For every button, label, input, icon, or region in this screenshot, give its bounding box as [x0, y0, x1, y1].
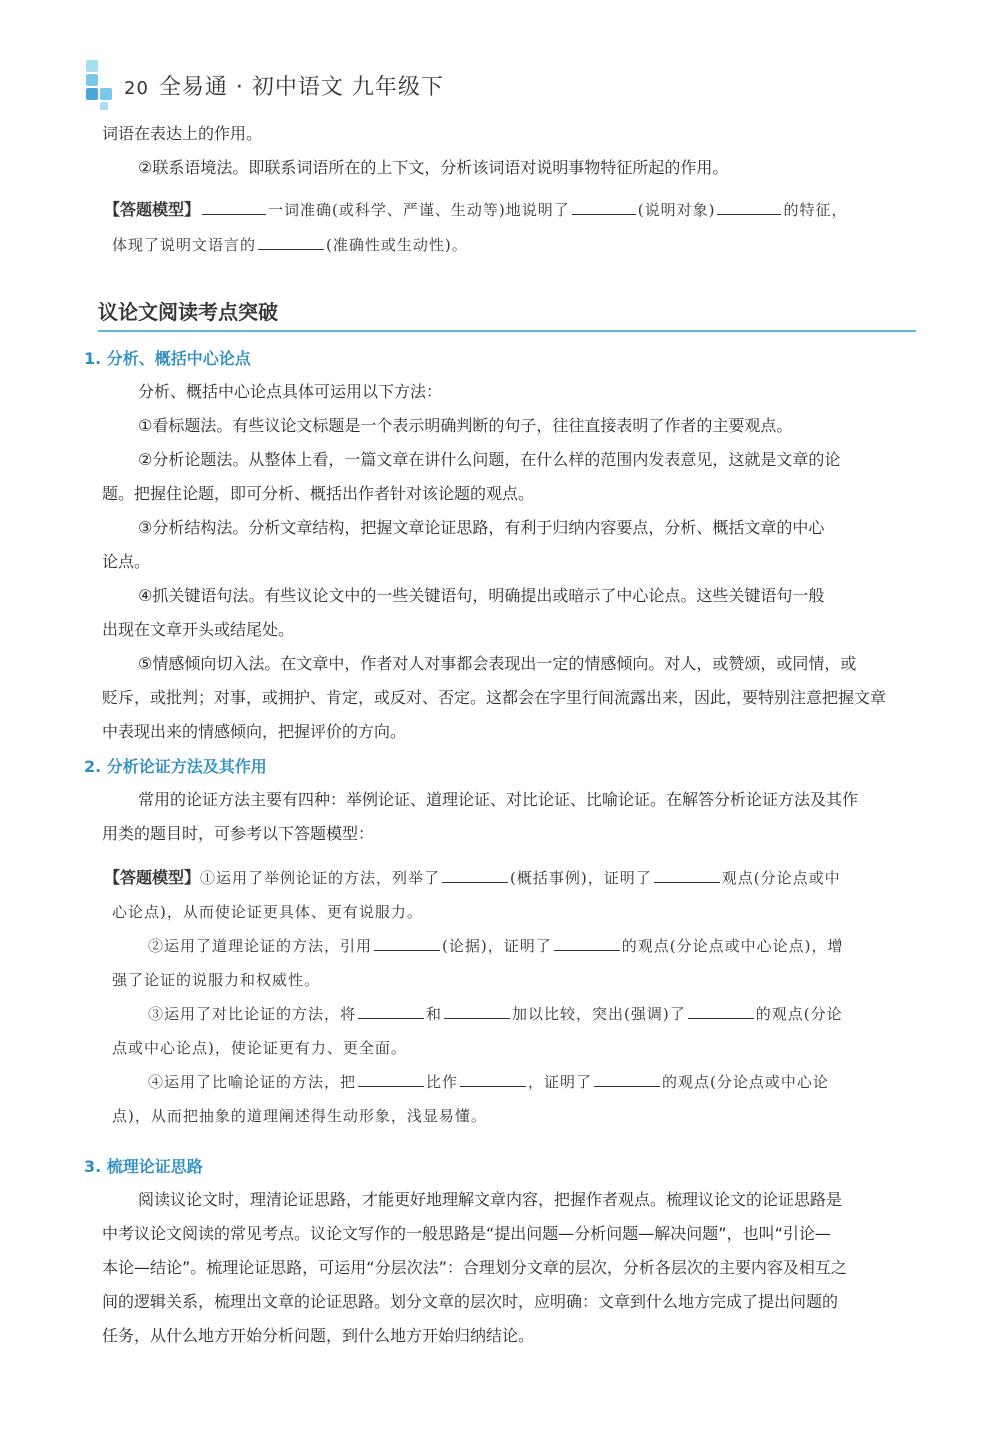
subsection-heading: 2. 分析论证方法及其作用	[84, 757, 267, 776]
model-text: 点或中心论点)，使论证更有力、更全面。	[112, 1039, 407, 1057]
answer-model	[104, 866, 841, 890]
model-text: ④运用了比喻论证的方法，把	[148, 1073, 357, 1091]
book-title: 全易通 · 初中语文 九年级下	[158, 75, 444, 100]
intro-line: ②联系语境法。即联系词语所在的上下文，分析该词语对说明事物特征所起的作用。	[138, 158, 729, 177]
logo-square	[100, 102, 108, 110]
body-line: 本论—结论”。梳理论证思路，可运用“分层次法”：合理划分文章的层次，分析各层次的主要内容及相互之	[102, 1258, 847, 1277]
model-text: 的观点(分论点或中心论点)，增	[621, 937, 844, 955]
answer-blank[interactable]	[358, 1070, 424, 1087]
answer-model	[104, 198, 847, 222]
logo-square	[100, 88, 112, 100]
model-text: (论据)，证明了	[442, 937, 552, 955]
answer-blank[interactable]	[358, 1002, 424, 1019]
logo-square	[86, 88, 98, 100]
model-text: (说明对象)	[637, 201, 716, 219]
model-text: (概括事例)，证明了	[510, 869, 652, 887]
model-text: 的观点(分论点或中心论	[662, 1073, 829, 1091]
answer-blank[interactable]	[688, 1002, 754, 1019]
answer-blank[interactable]	[460, 1070, 526, 1087]
body-line: 用类的题目时，可参考以下答题模型：	[102, 824, 375, 843]
body-line: 阅读议论文时，理清论证思路，才能更好地理解文章内容，把握作者观点。梳理议论文的论证思路是	[138, 1190, 843, 1209]
answer-model-line	[148, 1070, 829, 1094]
model-text: 的观点(分论	[755, 1005, 843, 1023]
logo-square	[86, 74, 98, 86]
body-line: 贬斥，或批判；对事，或拥护、肯定，或反对、否定。这都会在字里行间流露出来，因此，要特别注意把握文章	[102, 688, 887, 707]
body-line: 中考议论文阅读的常见考点。议论文写作的一般思路是“提出问题—分析问题—解决问题”，也叫“引论—	[102, 1224, 831, 1243]
model-text: 比作	[426, 1073, 459, 1091]
model-text: 一词准确(或科学、严谨、生动等)地说明了	[268, 201, 570, 219]
model-text: ①运用了举例论证的方法，列举了	[200, 869, 441, 887]
body-line: 题。把握住论题，即可分析、概括出作者针对该论题的观点。	[102, 484, 535, 503]
answer-blank[interactable]	[374, 934, 440, 951]
subsection-heading: 1. 分析、概括中心论点	[84, 349, 251, 368]
body-line: 任务，从什么地方开始分析问题，到什么地方开始归纳结论。	[102, 1326, 535, 1345]
answer-blank[interactable]	[444, 1002, 510, 1019]
model-text: ②运用了道理论证的方法，引用	[148, 937, 373, 955]
answer-blank[interactable]	[572, 198, 636, 215]
body-line: 分析、概括中心论点具体可运用以下方法：	[138, 382, 443, 401]
answer-model-line	[148, 934, 843, 958]
model-text: 心论点)，从而使论证更具体、更有说服力。	[112, 903, 423, 921]
body-line: 常用的论证方法主要有四种：举例论证、道理论证、对比论证、比喻论证。在解答分析论证方法及其作	[138, 790, 859, 809]
model-text: (准确性或生动性)。	[326, 236, 468, 254]
answer-blank[interactable]	[554, 934, 620, 951]
body-line: ②分析论题法。从整体上看，一篇文章在讲什么问题，在什么样的范围内发表意见，这就是文章的论	[138, 450, 841, 469]
page-header	[124, 70, 444, 101]
intro-line: 词语在表达上的作用。	[102, 124, 263, 143]
model-text: 和	[426, 1005, 443, 1023]
model-tag: 【答题模型】	[104, 200, 201, 219]
model-text: 点)，从而把抽象的道理阐述得生动形象，浅显易懂。	[112, 1107, 487, 1125]
logo-squares	[86, 60, 126, 112]
body-line: ⑤情感倾向切入法。在文章中，作者对人对事都会表现出一定的情感倾向。对人，或赞颂，或同情，或	[138, 654, 857, 673]
answer-blank[interactable]	[654, 866, 720, 883]
subsection-heading: 3. 梳理论证思路	[84, 1157, 203, 1176]
answer-model-line	[112, 233, 468, 257]
model-text: 强了论证的说服力和权威性。	[112, 971, 321, 989]
model-tag: 【答题模型】	[104, 868, 201, 887]
body-line: 论点。	[102, 552, 151, 571]
model-text: 加以比较，突出(强调)了	[512, 1005, 686, 1023]
model-text: 观点(分论点或中	[721, 869, 841, 887]
answer-blank[interactable]	[442, 866, 508, 883]
answer-blank[interactable]	[594, 1070, 660, 1087]
body-line: ③分析结构法。分析文章结构，把握文章论证思路，有利于归纳内容要点，分析、概括文章的中心	[138, 518, 825, 537]
model-text: ③运用了对比论证的方法，将	[148, 1005, 357, 1023]
answer-blank[interactable]	[202, 198, 266, 215]
body-line: 间的逻辑关系，梳理出文章的论证思路。划分文章的层次时，应明确：文章到什么地方完成了提出问题的	[102, 1292, 839, 1311]
body-line: ①看标题法。有些议论文标题是一个表示明确判断的句子，往往直接表明了作者的主要观点。	[138, 416, 793, 435]
answer-blank[interactable]	[258, 233, 324, 250]
section-title: 议论文阅读考点突破	[98, 300, 278, 324]
model-text: 体现了说明文语言的	[112, 236, 257, 254]
body-line: 出现在文章开头或结尾处。	[102, 620, 295, 639]
model-text: 的特征，	[783, 201, 848, 219]
model-text: ，证明了	[528, 1073, 593, 1091]
body-line: 中表现出来的情感倾向，把握评价的方向。	[102, 722, 407, 741]
section-divider	[98, 330, 916, 332]
logo-square	[86, 60, 98, 72]
body-line: ④抓关键语句法。有些议论文中的一些关键语句，明确提出或暗示了中心论点。这些关键语句一般	[138, 586, 825, 605]
answer-blank[interactable]	[717, 198, 781, 215]
answer-model-line	[148, 1002, 843, 1026]
page-number: 20	[124, 78, 149, 99]
